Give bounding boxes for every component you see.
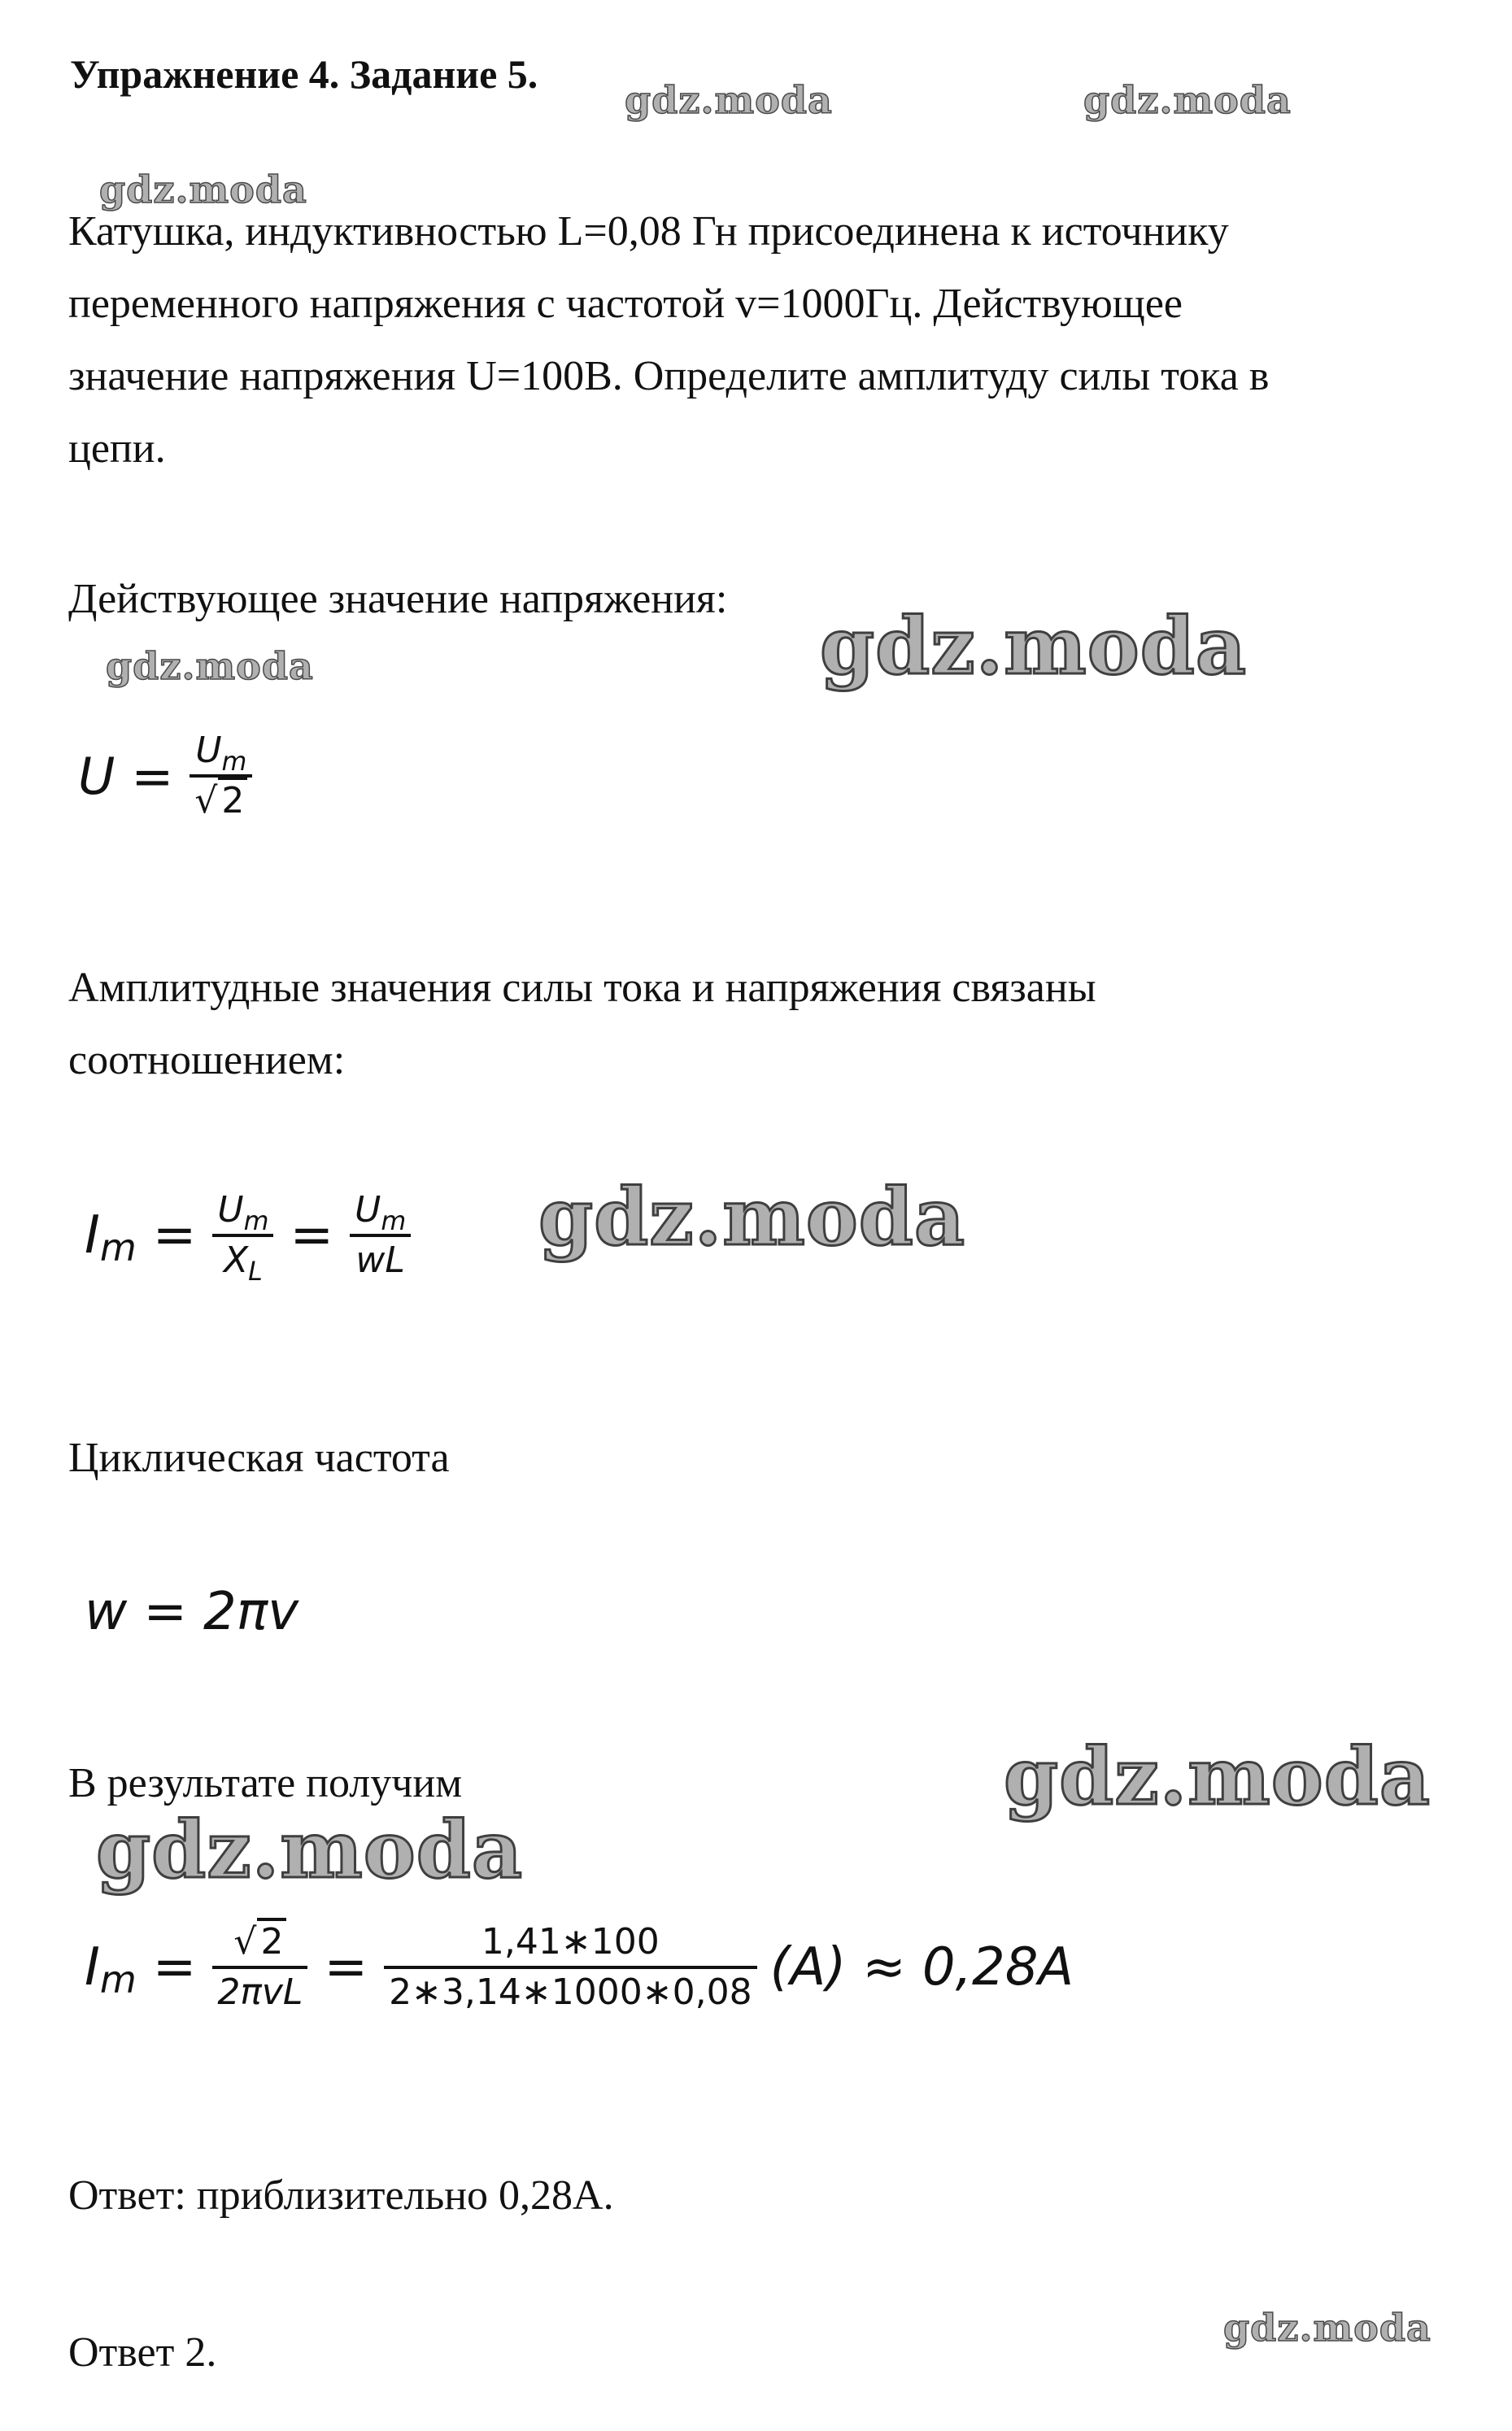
formula2-numerator-2: U [355,1189,381,1231]
watermark: gdz.moda [1004,1731,1431,1823]
watermark: gdz.moda [1083,78,1292,122]
formula1-numerator-sub: m [221,747,247,778]
watermark: gdz.moda [99,168,307,211]
formula4-fraction-2 [384,1921,757,2014]
formula2-denominator-1: X [224,1239,249,1282]
formula4-lhs: I [85,1937,100,1998]
formula4-result: 0,28A [922,1937,1074,1998]
formula-amplitude-relation [85,1189,411,1287]
formula4-equals-1: = [152,1937,197,1998]
formula1-numerator: U [195,730,222,771]
formula2-denominator-1-sub: L [248,1257,263,1287]
amplitude-label-line-2: соотношением: [68,1037,346,1083]
formula2-lhs: I [85,1205,100,1266]
formula4-numerator-2: 1,41∗100 [481,1921,660,1963]
formula2-equals-2: = [290,1205,334,1266]
formula1-fraction [190,732,252,820]
watermark: gdz.moda [625,78,833,122]
answer-number: Ответ 2. [68,2329,217,2376]
formula4-unit: (A) [769,1937,847,1998]
watermark: gdz.moda [538,1171,966,1263]
formula-result [85,1921,1074,2014]
formula4-fraction-1 [212,1921,307,2014]
effective-voltage-label: Действующее значение напряжения: [68,576,728,622]
cyclic-frequency-label: Циклическая частота [68,1435,450,1481]
sqrt-symbol: √ [233,1921,257,1963]
formula2-equals-1: = [152,1205,197,1266]
formula4-denominator-2: 2∗3,14∗1000∗0,08 [389,1971,752,2014]
problem-line-2: переменного напряжения с частотой v=1000Гц. Действующее [68,281,1183,327]
problem-line-3: значение напряжения U=100В. Определите амплитуду силы тока в [68,353,1270,399]
formula4-radicand: 2 [257,1918,286,1963]
formula4-lhs-sub: m [99,1957,137,2002]
page-title: Упражнение 4. Задание 5. [70,51,538,97]
result-label: В результате получим [68,1760,463,1806]
sqrt-symbol: √ [194,780,218,822]
formula4-equals-2: = [324,1937,368,1998]
formula2-fraction-1 [212,1189,273,1287]
formula2-numerator-1-sub: m [243,1207,269,1237]
formula2-fraction-2 [350,1189,411,1282]
formula-effective-voltage [78,732,252,820]
formula1-lhs: U [78,746,115,806]
watermark: gdz.moda [96,1804,524,1896]
formula4-approx: ≈ [862,1937,906,1998]
watermark: gdz.moda [820,600,1248,692]
formula2-lhs-sub: m [99,1225,137,1270]
problem-line-1: Катушка, индуктивностью L=0,08 Гн присоединена к источнику [68,208,1229,255]
watermark: gdz.moda [106,644,314,688]
formula2-numerator-2-sub: m [381,1207,407,1237]
problem-line-4: цепи. [68,425,166,472]
formula1-equals: = [131,746,174,806]
formula3-lhs: w [85,1582,128,1642]
formula3-equals: = [143,1582,187,1642]
formula-cyclic-frequency [85,1582,298,1642]
formula2-numerator-1: U [217,1189,244,1231]
formula1-radicand: 2 [218,777,247,821]
watermark: gdz.moda [1223,2306,1431,2350]
amplitude-label-line-1: Амплитудные значения силы тока и напряжения связаны [68,965,1096,1011]
formula4-denominator-1: 2πvL [217,1971,303,2014]
answer-text: Ответ: приблизительно 0,28А. [68,2172,614,2219]
formula2-denominator-2: wL [355,1239,405,1282]
formula3-rhs: 2πv [203,1582,299,1642]
